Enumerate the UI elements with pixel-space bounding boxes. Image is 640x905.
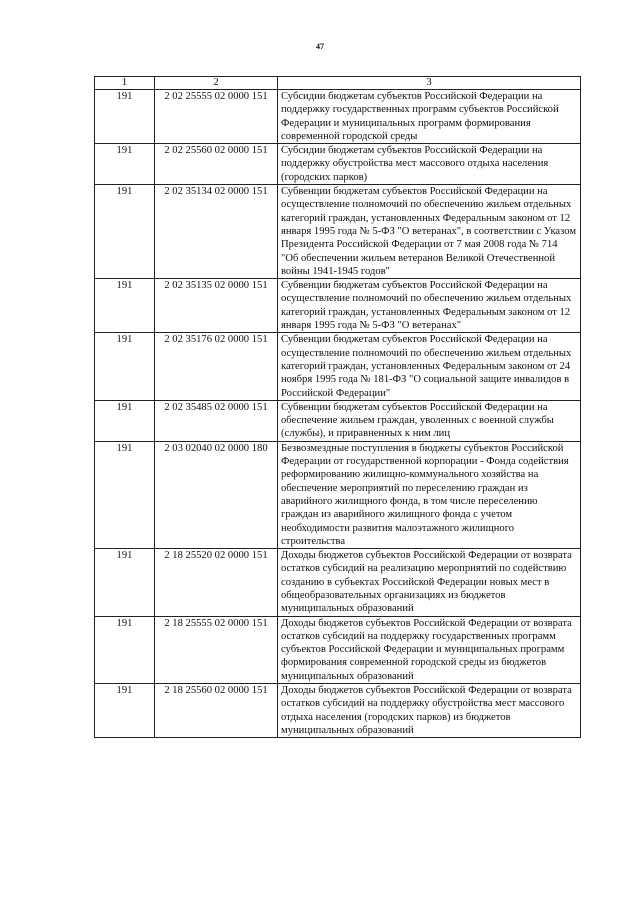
admin-code-cell: 191 bbox=[95, 144, 155, 185]
column-header-2: 2 bbox=[155, 77, 278, 90]
table-row bbox=[95, 90, 581, 144]
description-cell: Субвенции бюджетам субъектов Российской Федерации на осуществление полномочий по обеспечению жильем отдельных категорий граждан, установленных Федеральным законом от 24 ноября 1995 года № 181-ФЗ "О социальной защите инвалидов в Российской Федерации" bbox=[278, 333, 581, 400]
admin-code-cell: 191 bbox=[95, 549, 155, 616]
admin-code-cell: 191 bbox=[95, 90, 155, 144]
budget-code-cell: 2 02 35134 02 0000 151 bbox=[155, 185, 278, 279]
admin-code-cell: 191 bbox=[95, 185, 155, 279]
description-cell: Доходы бюджетов субъектов Российской Федерации от возврата остатков субсидий на поддержку обустройства мест массового отдыха населения (городских парков) из бюджетов муниципальных образований bbox=[278, 684, 581, 738]
description-cell: Безвозмездные поступления в бюджеты субъектов Российской Федерации от государственной корпорации - Фонда содействия реформированию жилищно-коммунального хозяйства на обеспечение мероприятий по переселению граждан из аварийного жилищного фонда, в том числе переселению граждан из аварийного жилищного фонда с учетом необходимости развития малоэтажного жилищного строительства bbox=[278, 441, 581, 548]
admin-code-cell: 191 bbox=[95, 441, 155, 548]
table-row bbox=[95, 441, 581, 548]
description-cell: Субвенции бюджетам субъектов Российской Федерации на обеспечение жильем граждан, уволенных с военной службы (службы), и приравненных к ним лиц bbox=[278, 400, 581, 441]
budget-code-cell: 2 18 25560 02 0000 151 bbox=[155, 684, 278, 738]
table-row bbox=[95, 279, 581, 333]
budget-classification-table bbox=[94, 76, 581, 738]
budget-code-cell: 2 02 25560 02 0000 151 bbox=[155, 144, 278, 185]
admin-code-cell: 191 bbox=[95, 684, 155, 738]
budget-code-cell: 2 03 02040 02 0000 180 bbox=[155, 441, 278, 548]
table-header-row bbox=[95, 77, 581, 90]
table-row bbox=[95, 144, 581, 185]
table-row bbox=[95, 400, 581, 441]
admin-code-cell: 191 bbox=[95, 616, 155, 683]
admin-code-cell: 191 bbox=[95, 333, 155, 400]
table-row bbox=[95, 684, 581, 738]
budget-code-cell: 2 02 35176 02 0000 151 bbox=[155, 333, 278, 400]
table-row bbox=[95, 616, 581, 683]
table-row bbox=[95, 185, 581, 279]
description-cell: Доходы бюджетов субъектов Российской Федерации от возврата остатков субсидий на поддержку государственных программ субъектов Российской Федерации и муниципальных программ формирования современной городской среды из бюджетов муниципальных образований bbox=[278, 616, 581, 683]
table-row bbox=[95, 333, 581, 400]
column-header-1: 1 bbox=[95, 77, 155, 90]
table-row bbox=[95, 549, 581, 616]
admin-code-cell: 191 bbox=[95, 279, 155, 333]
budget-code-cell: 2 02 25555 02 0000 151 bbox=[155, 90, 278, 144]
page-number: 47 bbox=[316, 42, 324, 51]
column-header-3: 3 bbox=[278, 77, 581, 90]
budget-code-cell: 2 02 35485 02 0000 151 bbox=[155, 400, 278, 441]
description-cell: Субвенции бюджетам субъектов Российской Федерации на осуществление полномочий по обеспечению жильем отдельных категорий граждан, установленных Федеральным законом от 12 января 1995 года № 5-ФЗ "О ветеранах", в соответствии с Указом Президента Российской Федерации от 7 мая 2008 года № 714 "Об обеспечении жильем ветеранов Великой Отечественной войны 1941-1945 годов" bbox=[278, 185, 581, 279]
admin-code-cell: 191 bbox=[95, 400, 155, 441]
description-cell: Доходы бюджетов субъектов Российской Федерации от возврата остатков субсидий на реализацию мероприятий по содействию созданию в субъектах Российской Федерации новых мест в общеобразовательных организациях из бюджетов муниципальных образований bbox=[278, 549, 581, 616]
budget-code-cell: 2 02 35135 02 0000 151 bbox=[155, 279, 278, 333]
budget-code-cell: 2 18 25520 02 0000 151 bbox=[155, 549, 278, 616]
description-cell: Субсидии бюджетам субъектов Российской Федерации на поддержку обустройства мест массового отдыха населения (городских парков) bbox=[278, 144, 581, 185]
description-cell: Субсидии бюджетам субъектов Российской Федерации на поддержку государственных программ субъектов Российской Федерации и муниципальных программ формирования современной городской среды bbox=[278, 90, 581, 144]
description-cell: Субвенции бюджетам субъектов Российской Федерации на осуществление полномочий по обеспечению жильем отдельных категорий граждан, установленных Федеральным законом от 12 января 1995 года № 5-ФЗ "О ветеранах" bbox=[278, 279, 581, 333]
budget-code-cell: 2 18 25555 02 0000 151 bbox=[155, 616, 278, 683]
